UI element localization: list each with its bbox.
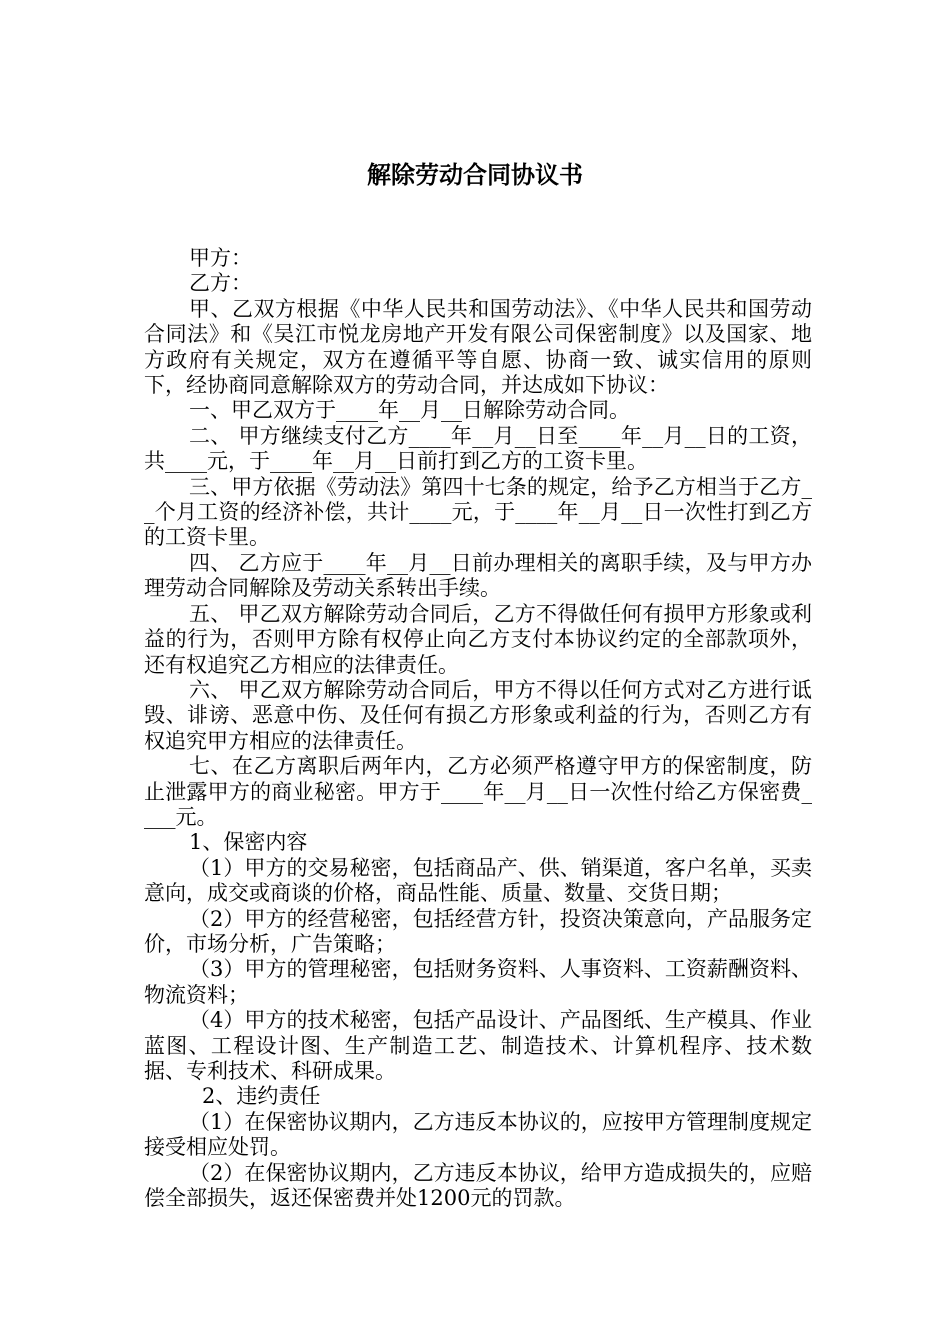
liability-item-2: （2）在保密协议期内，乙方违反本协议，给甲方造成损失的，应赔偿全部损失，返还保密费并处1200元的罚款。 bbox=[144, 1160, 812, 1211]
section-heading-confidentiality: 1、保密内容 bbox=[189, 830, 308, 855]
party-b-line: 乙方： bbox=[189, 271, 252, 296]
clause-3: 三、甲方依据《劳动法》第四十七条的规定，给予乙方相当于乙方__个月工资的经济补偿，共计____元，于____年__月__日一次性打到乙方的工资卡里。 bbox=[144, 474, 812, 550]
section-heading-liability: 2、违约责任 bbox=[202, 1084, 321, 1109]
clause-4: 四、 乙方应于____年__月__日前办理相关的离职手续，及与甲方办理劳动合同解除及劳动关系转出手续。 bbox=[144, 550, 812, 601]
clause-2: 二、 甲方继续支付乙方____年__月__日至____年__月__日的工资，共____元，于____年__月__日前打到乙方的工资卡里。 bbox=[144, 423, 812, 474]
clause-6: 六、 甲乙双方解除劳动合同后，甲方不得以任何方式对乙方进行诋毁、诽谤、恶意中伤、及任何有损乙方形象或利益的行为，否则乙方有权追究甲方相应的法律责任。 bbox=[144, 677, 812, 753]
document-title: 解除劳动合同协议书 bbox=[367, 160, 583, 189]
confidentiality-item-4: （4）甲方的技术秘密，包括产品设计、产品图纸、生产模具、作业蓝图、工程设计图、生产制造工艺、制造技术、计算机程序、技术数据、专利技术、科研成果。 bbox=[144, 1008, 812, 1083]
clause-7: 七、在乙方离职后两年内，乙方必须严格遵守甲方的保密制度，防止泄露甲方的商业秘密。甲方于____年__月__日一次性付给乙方保密费____元。 bbox=[144, 754, 812, 829]
confidentiality-item-1: （1）甲方的交易秘密，包括商品产、供、销渠道，客户名单，买卖意向，成交或商谈的价格，商品性能、质量、数量、交货日期； bbox=[144, 855, 812, 906]
clause-1: 一、甲乙双方于____年__月__日解除劳动合同。 bbox=[189, 398, 630, 423]
clause-5: 五、 甲乙双方解除劳动合同后，乙方不得做任何有损甲方形象或利益的行为，否则甲方除有权停止向乙方支付本协议约定的全部款项外，还有权追究乙方相应的法律责任。 bbox=[144, 601, 812, 677]
document-body bbox=[144, 246, 812, 1211]
confidentiality-item-2: （2）甲方的经营秘密，包括经营方针，投资决策意向，产品服务定价，市场分析，广告策略； bbox=[144, 906, 812, 956]
liability-item-1: （1）在保密协议期内，乙方违反本协议的，应按甲方管理制度规定接受相应处罚。 bbox=[144, 1109, 812, 1160]
confidentiality-item-3: （3）甲方的管理秘密，包括财务资料、人事资料、工资薪酬资料、物流资料； bbox=[144, 957, 812, 1007]
preamble-paragraph: 甲、乙双方根据《中华人民共和国劳动法》、《中华人民共和国劳动合同法》和《吴江市悦龙房地产开发有限公司保密制度》以及国家、地方政府有关规定，双方在遵循平等自愿、协商一致、诚实信用的原则下，经协商同意解除双方的劳动合同，并达成如下协议： bbox=[144, 296, 812, 398]
party-a-line: 甲方： bbox=[189, 246, 252, 270]
